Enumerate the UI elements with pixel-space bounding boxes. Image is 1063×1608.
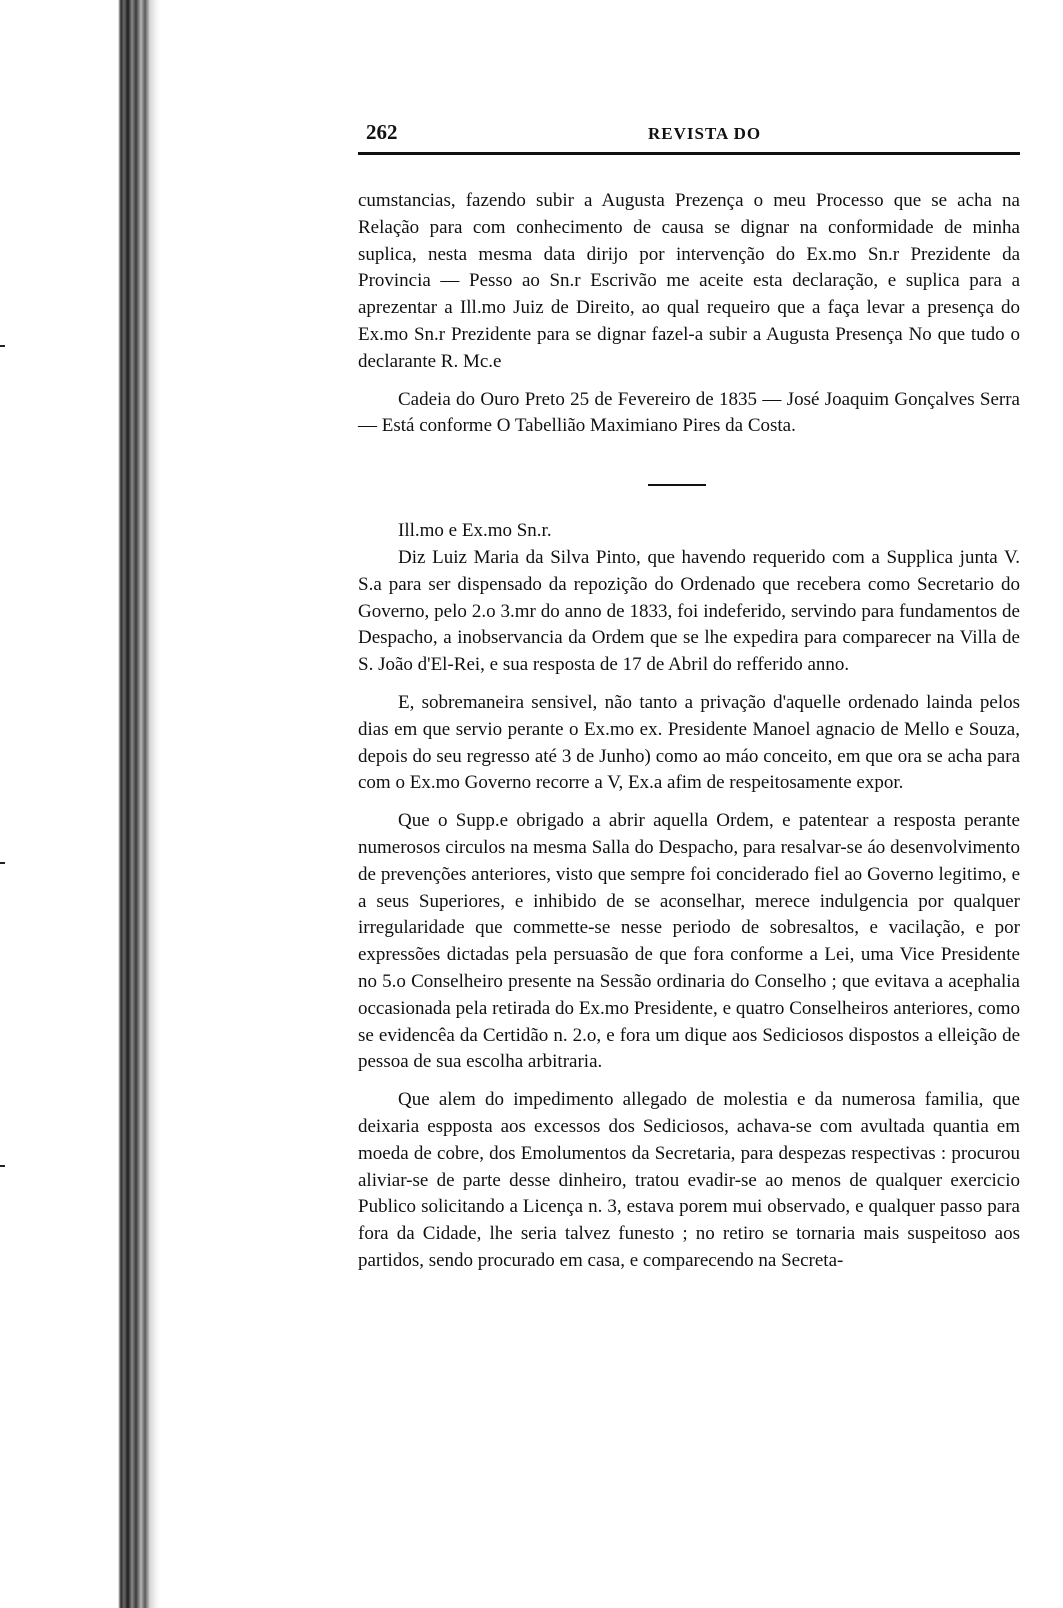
paragraph-petition-intro: Diz Luiz Maria da Silva Pinto, que havendo requerido com a Supplica junta V. S.a para ser dispensado da repozição do Ordenado que recebera como Secretario do Governo, pelo 2.o 3.mr do anno de 1833, foi indeferido, servindo para fundamentos de Despacho, a inobservancia da Ordem que se lhe expedira para comparecer na Villa de S. João d'El-Rei, e sua resposta de 17 de Abril do refferido anno. [358, 546, 1020, 676]
edge-mark [0, 1165, 5, 1167]
running-head: REVISTA DO [648, 124, 762, 143]
paragraph-certification: Cadeia do Ouro Preto 25 de Fevereiro de 1835 — José Joaquim Gonçalves Serra — Está conforme O Tabellião Maximiano Pires da Costa. [358, 388, 1020, 437]
edge-mark [0, 862, 5, 864]
book-binding-shadow [0, 0, 160, 1608]
edge-mark [0, 345, 5, 347]
salutation: Ill.mo e Ex.mo Sn.r. [398, 520, 552, 542]
page-body [358, 188, 1020, 1275]
page-number: 262 [366, 120, 398, 144]
paragraph-petition-3: Que o Supp.e obrigado a abrir aquella Ordem, e patentear a resposta perante numerosos circulos na mesma Salla do Despacho, para resalvar-se áo desenvolvimento de prevenções anteriores, visto que sempre foi conciderado fiel ao Governo legitimo, e a seus Superiores, e inhibido de se aconselhar, merece indulgencia por qualquer irregularidade que commette-se nesse periodo de sobresaltos, e vacilação, e por expressões dictadas pela persuasão de que fora conforme a Lei, uma Vice Presidente no 5.o Conselheiro presente na Sessão ordinaria do Conselho ; que evitava a acephalia occasionada pela retirada do Ex.mo Presidente, e quatro Conselheiros anteriores, como se evidencêa da Certidão n. 2.o, e fora um dique aos Sediciosos dispostos a elleição de pessoa de sua escolha arbitraria. [358, 810, 1020, 1073]
paragraph-petition-2: E, sobremaneira sensivel, não tanto a privação d'aquelle ordenado lainda pelos dias em que servio perante o Ex.mo ex. Presidente Manoel agnacio de Mello e Souza, depois do seu regresso até 3 de Junho) como ao máo conceito, em que ora se acha para com o Ex.mo Governo recorre a V, Ex.a afim de respeitosamente expor. [358, 691, 1020, 794]
paragraph-continuation: cumstancias, fazendo subir a Augusta Prezença o meu Processo que se acha na Relação para com conhecimento de causa se dignar na conformidade de minha suplica, nesta mesma data dirijo por intervenção do Ex.mo Sn.r Prezidente da Provincia — Pesso ao Sn.r Escrivão me aceite esta declaração, e suplica para a aprezentar a Ill.mo Juiz de Direito, ao qual requeiro que a faça levar a presença do Ex.mo Sn.r Prezidente para se dignar fazel-a subir a Augusta Presença No que tudo o declarante R. Mc.e [358, 190, 1020, 372]
paragraph-petition-4: Que alem do impedimento allegado de molestia e da numerosa familia, que deixaria espposta aos excessos dos Sediciosos, achava-se com avultada quantia em moeda de cobre, dos Emolumentos da Secretaria, para despezas respectivas : procurou aliviar-se de parte desse dinheiro, tratou evadir-se ao menos de qualquer exercicio Publico solicitando a Licença n. 3, estava porem mui observado, e qualquer passo para fora da Cidade, lhe seria talvez funesto ; no retiro se tornaria mais suspeitoso aos partidos, sendo procurado em casa, e comparecendo na Secreta- [358, 1089, 1020, 1271]
section-divider [648, 484, 706, 486]
header-rule [358, 152, 1020, 155]
